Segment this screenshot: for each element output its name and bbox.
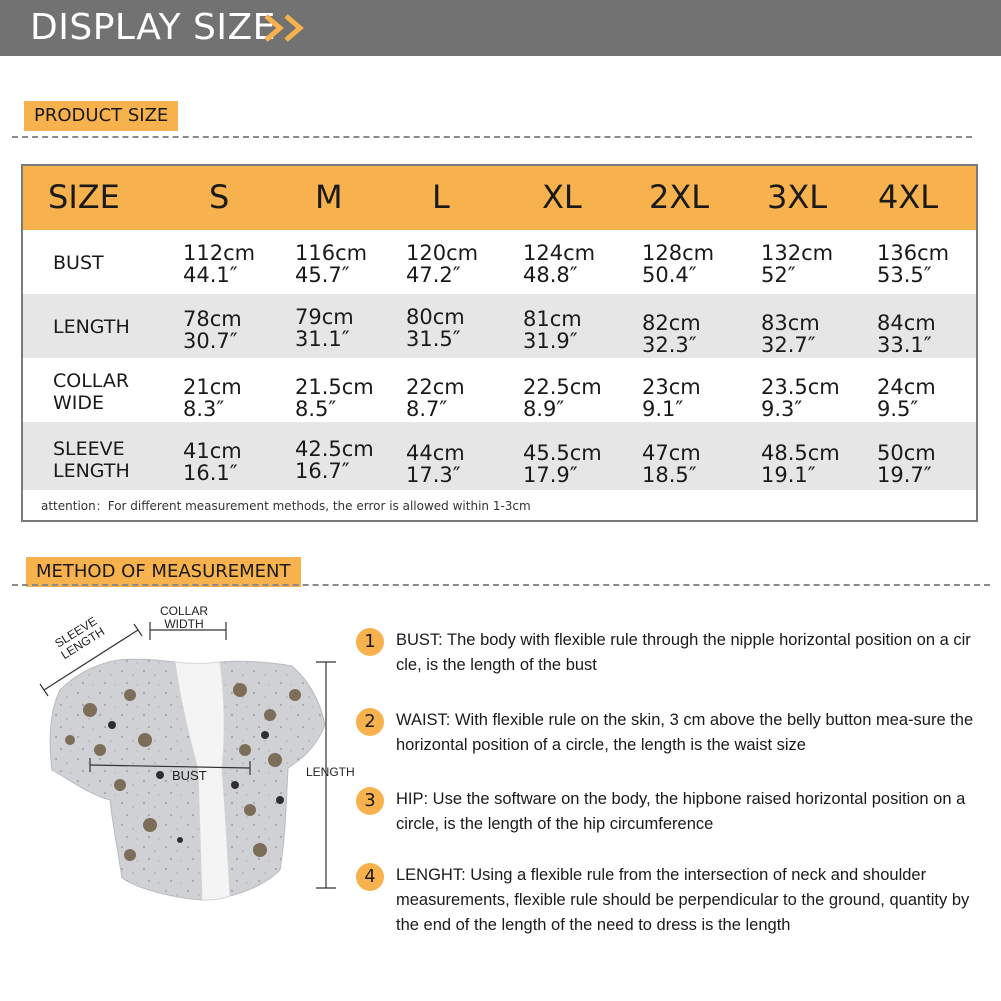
table-cell: 21.5cm 8.5″ bbox=[295, 375, 374, 421]
section-divider bbox=[12, 584, 990, 586]
header-size: XL bbox=[542, 178, 582, 216]
table-row-collar-wide bbox=[23, 358, 976, 422]
display-size-banner bbox=[0, 0, 1001, 56]
step-number-badge: 4 bbox=[356, 863, 384, 891]
table-cell: 42.5cm 16.7″ bbox=[295, 437, 374, 483]
banner-title: DISPLAY SIZE bbox=[30, 7, 276, 48]
table-cell: 21cm 8.3″ bbox=[183, 375, 242, 421]
tolerance-note: attention：For different measurement methods, the error is allowed within 1-3cm bbox=[41, 499, 531, 513]
step-text: BUST: The body with flexible rule through the nipple horizontal position on a cir cle, is the length of the bust bbox=[396, 631, 971, 674]
header-size: L bbox=[432, 178, 450, 216]
table-cell: 82cm 32.3″ bbox=[642, 311, 701, 357]
product-size-tag: PRODUCT SIZE bbox=[24, 101, 178, 131]
row-label: BUST bbox=[53, 252, 104, 274]
table-row-sleeve-length bbox=[23, 422, 976, 490]
table-cell: 22cm 8.7″ bbox=[406, 375, 465, 421]
header-size: M bbox=[315, 178, 343, 216]
row-label: COLLAR WIDE bbox=[53, 370, 130, 414]
table-cell: 136cm 53.5″ bbox=[877, 241, 950, 287]
row-label: LENGTH bbox=[53, 316, 130, 338]
size-table bbox=[21, 164, 978, 522]
table-cell: 44cm 17.3″ bbox=[406, 441, 465, 487]
header-size: 4XL bbox=[878, 178, 939, 216]
table-cell: 81cm 31.9″ bbox=[523, 307, 582, 353]
row-label: SLEEVE LENGTH bbox=[53, 438, 130, 482]
table-cell: 112cm 44.1″ bbox=[183, 241, 256, 287]
step-text: LENGHT: Using a flexible rule from the intersection of neck and shoulder measurements, flexible rule should be perpendicular to the ground, quantity by the end of the length of the need to dress is the length bbox=[396, 866, 970, 934]
step-text: HIP: Use the software on the body, the hipbone raised horizontal position on a circle, is the length of the hip circumference bbox=[396, 790, 966, 833]
header-size: 2XL bbox=[649, 178, 710, 216]
table-cell: 120cm 47.2″ bbox=[406, 241, 479, 287]
length-label: LENGTH bbox=[306, 765, 355, 779]
table-row-bust bbox=[23, 230, 976, 294]
table-cell: 47cm 18.5″ bbox=[642, 441, 701, 487]
step-number-badge: 2 bbox=[356, 708, 384, 736]
table-cell: 128cm 50.4″ bbox=[642, 241, 715, 287]
table-row-length bbox=[23, 294, 976, 358]
double-chevron-right-icon bbox=[262, 12, 310, 44]
step-text: WAIST: With flexible rule on the skin, 3 cm above the belly button mea-sure the horizontal position of a circle, the length is the waist size bbox=[396, 711, 974, 754]
header-size: 3XL bbox=[767, 178, 828, 216]
step-number-badge: 1 bbox=[356, 628, 384, 656]
header-size-label: SIZE bbox=[48, 178, 120, 216]
table-cell: 45.5cm 17.9″ bbox=[523, 441, 602, 487]
table-cell: 50cm 19.7″ bbox=[877, 441, 936, 487]
table-cell: 78cm 30.7″ bbox=[183, 307, 242, 353]
collar-width-label: COLLAR WIDTH bbox=[160, 604, 209, 631]
table-cell: 80cm 31.5″ bbox=[406, 305, 465, 351]
step-number-badge: 3 bbox=[356, 787, 384, 815]
table-cell: 24cm 9.5″ bbox=[877, 375, 936, 421]
table-cell: 84cm 33.1″ bbox=[877, 311, 936, 357]
bust-label: BUST bbox=[172, 768, 207, 783]
method-of-measurement-tag: METHOD OF MEASUREMENT bbox=[26, 557, 301, 587]
table-cell: 22.5cm 8.9″ bbox=[523, 375, 602, 421]
header-size: S bbox=[209, 178, 230, 216]
table-cell: 116cm 45.7″ bbox=[295, 241, 368, 287]
sleeve-length-label: SLEEVE LENGTH bbox=[52, 613, 108, 663]
table-cell: 83cm 32.7″ bbox=[761, 311, 820, 357]
table-cell: 23cm 9.1″ bbox=[642, 375, 701, 421]
table-cell: 23.5cm 9.3″ bbox=[761, 375, 840, 421]
table-cell: 124cm 48.8″ bbox=[523, 241, 596, 287]
size-table-header bbox=[23, 166, 976, 230]
table-cell: 79cm 31.1″ bbox=[295, 305, 354, 351]
section-divider bbox=[12, 136, 972, 138]
table-cell: 41cm 16.1″ bbox=[183, 439, 242, 485]
table-cell: 48.5cm 19.1″ bbox=[761, 441, 840, 487]
table-cell: 132cm 52″ bbox=[761, 241, 834, 287]
